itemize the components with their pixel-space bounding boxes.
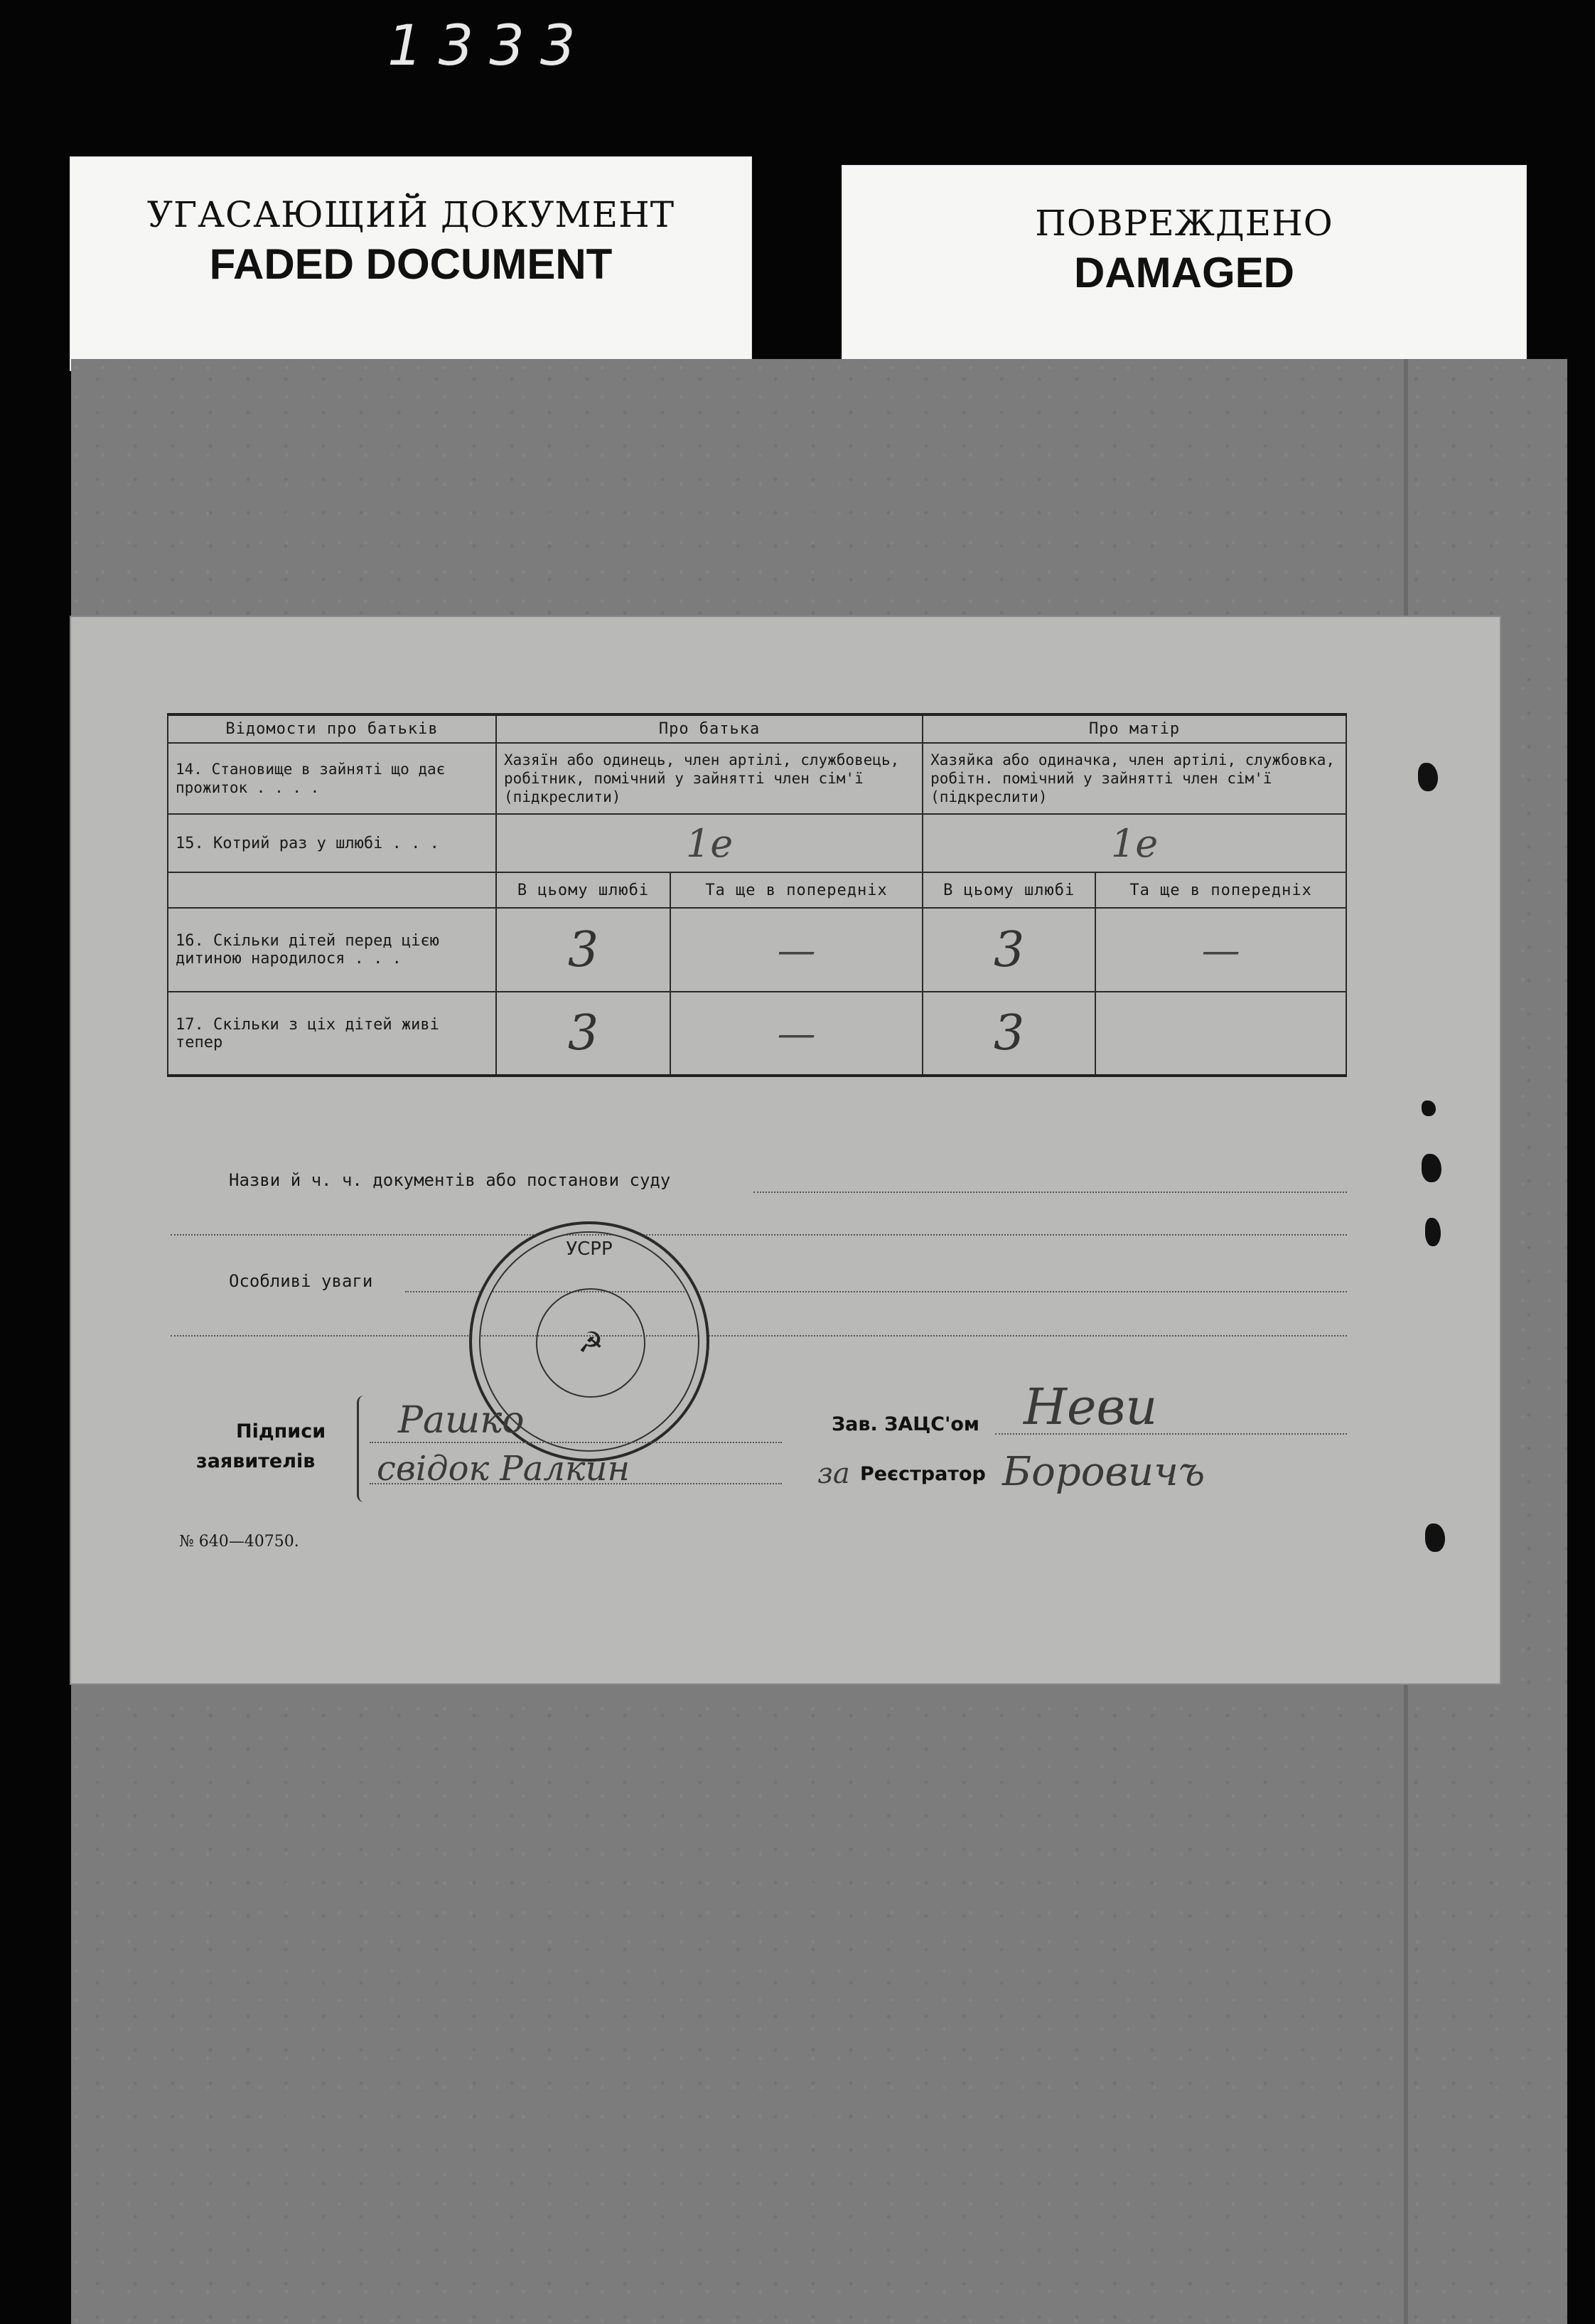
row16-value-1: 3 <box>496 908 670 992</box>
row16-label: 16. Скільки дітей перед цією дитиною народилося . . . <box>168 908 496 992</box>
subheader-father-this: В цьому шлюбі <box>496 872 670 908</box>
subheader-empty <box>168 872 496 908</box>
applicant-signature-1: Рашко <box>398 1399 525 1442</box>
registrar-signature: Боровичъ <box>1002 1449 1205 1495</box>
zags-label: Зав. ЗАЦС'ом <box>832 1413 979 1435</box>
damage-mark <box>1418 763 1438 791</box>
row14-mother: Хазяйка або одиначка, член артілі, службовка, робітн. помічний у зайнятті член сім'ї (підкреслити) <box>923 743 1346 814</box>
stamp-text: УСРР <box>566 1238 613 1260</box>
row17-value-4 <box>1095 992 1346 1076</box>
damaged-label <box>842 165 1527 362</box>
damage-mark <box>1425 1524 1445 1552</box>
row14-label: 14. Становище в зайняті що дає прожиток . . . . <box>168 743 496 814</box>
registrar-label: Реєстратор <box>860 1463 986 1485</box>
zags-signature: Неви <box>1024 1378 1158 1436</box>
faded-document-label <box>70 156 752 371</box>
row16-value-2: — <box>670 908 923 992</box>
stamp-emblem: ☭ <box>536 1288 645 1398</box>
signature-line-1 <box>370 1442 782 1443</box>
subheader-mother-prev: Та ще в попередніх <box>1095 872 1346 908</box>
damage-mark <box>1422 1101 1436 1116</box>
row15-father: 1е <box>496 814 923 872</box>
notes-line-2 <box>171 1335 1347 1337</box>
damaged-label-en: DAMAGED <box>1074 249 1294 296</box>
signature-brace <box>357 1396 365 1502</box>
header-father: Про батька <box>496 714 923 743</box>
row17-value-3: 3 <box>923 992 1095 1076</box>
row17-label: 17. Скільки з ціх дітей живі тепер <box>168 992 496 1076</box>
film-number: 1333 <box>387 14 591 78</box>
row14-father: Хазяїн або одинець, член артілі, службовець, робітник, помічний у зайнятті член сім'ї (підкреслити) <box>496 743 923 814</box>
form-number: № 640—40750. <box>179 1533 299 1551</box>
subheader-mother-this: В цьому шлюбі <box>923 872 1095 908</box>
documents-line-1 <box>753 1192 1347 1193</box>
subheader-father-prev: Та ще в попередніх <box>670 872 923 908</box>
applicant-signature-2: свідок Ралкин <box>377 1449 630 1489</box>
documents-line-2 <box>171 1234 1347 1236</box>
row16-value-4: — <box>1095 908 1346 992</box>
damage-mark <box>1425 1218 1441 1246</box>
faded-label-en: FADED DOCUMENT <box>209 240 613 288</box>
header-mother: Про матір <box>923 714 1346 743</box>
damaged-label-ru: ПОВРЕЖДЕНО <box>1035 203 1333 244</box>
row15-label: 15. Котрий раз у шлюбі . . . <box>168 814 496 872</box>
header-parents-info: Відомости про батьків <box>168 714 496 743</box>
row16-value-3: 3 <box>923 908 1095 992</box>
parents-info-table <box>167 713 1347 1077</box>
damage-mark <box>1422 1154 1441 1182</box>
faded-label-ru: УГАСАЮЩИЙ ДОКУМЕНТ <box>146 194 675 235</box>
signatures-label-1: Підписи <box>236 1420 326 1442</box>
record-sheet <box>71 617 1500 1683</box>
row17-value-1: 3 <box>496 992 670 1076</box>
row17-value-2: — <box>670 992 923 1076</box>
registrar-prefix: за <box>817 1457 850 1490</box>
signatures-label-2: заявителів <box>196 1450 316 1472</box>
documents-label: Назви й ч. ч. документів або постанови суду <box>229 1170 671 1190</box>
row15-mother: 1е <box>923 814 1346 872</box>
notes-label: Особливі уваги <box>229 1271 373 1291</box>
